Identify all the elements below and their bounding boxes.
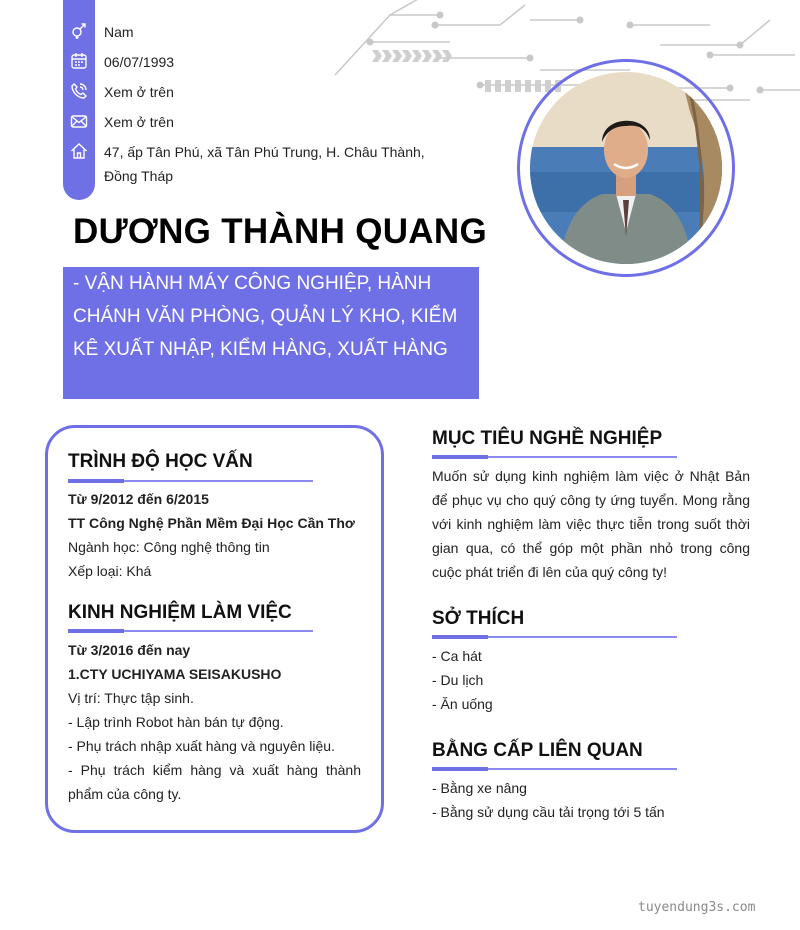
hobbies-heading: SỞ THÍCH [432,608,525,629]
hobbies-underline [432,636,677,638]
experience-position: Vị trí: Thực tập sinh. [68,690,194,706]
experience-heading: KINH NGHIỆM LÀM VIỆC [68,602,292,623]
gender-icon [68,20,90,42]
education-underline [68,480,313,482]
contact-phone [68,80,454,104]
contact-birthday [68,50,454,74]
education-grade: Xếp loại: Khá [68,563,152,579]
objective-underline [432,456,677,458]
calendar-icon [68,50,90,72]
home-icon [68,140,90,162]
watermark: tuyendung3s.com [638,900,756,915]
gender-text: Nam [104,24,134,40]
contact-email [68,110,454,134]
certificates-heading: BẰNG CẤP LIÊN QUAN [432,740,643,761]
experience-duty: - Lập trình Robot hàn bán tự động. [68,714,284,730]
phone-text: Xem ở trên [104,84,174,100]
certificate-item: - Bằng sử dụng cầu tải trọng tới 5 tấn [432,804,665,820]
certificates-underline [432,768,677,770]
education-major: Ngành học: Công nghệ thông tin [68,539,270,555]
experience-duty: - Phụ trách nhập xuất hàng và nguyên liệu. [68,738,335,754]
education-period: Từ 9/2012 đến 6/2015 [68,491,209,507]
hobby-item: - Ca hát [432,648,482,664]
education-school: TT Công Nghệ Phần Mềm Đại Học Cần Thơ [68,515,355,531]
job-title-box [63,267,479,399]
experience-company: 1.CTY UCHIYAMA SEISAKUSHO [68,666,282,682]
objective-heading: MỤC TIÊU NGHỀ NGHIỆP [432,428,663,449]
hobby-item: - Du lịch [432,672,484,688]
contact-address [68,140,454,188]
profile-photo [530,72,722,264]
email-text: Xem ở trên [104,114,174,130]
candidate-name: DƯƠNG THÀNH QUANG [73,212,487,251]
experience-period: Từ 3/2016 đến nay [68,642,191,658]
certificate-item: - Bằng xe nâng [432,780,527,796]
job-title: - VẬN HÀNH MÁY CÔNG NGHIỆP, HÀNH CHÁNH VĂN PHÒNG, QUẢN LÝ KHO, KIỂM KÊ XUẤT NHẬP, KIỂM HÀNG, XUẤT HÀNG [73,273,458,360]
experience-underline [68,630,313,632]
education-heading: TRÌNH ĐỘ HỌC VẤN [68,451,253,472]
contact-gender [68,20,454,44]
birthday-text: 06/07/1993 [104,54,175,70]
experience-duty: - Phụ trách kiểm hàng và xuất hàng thành phẩm của công ty. [68,762,361,802]
mail-icon [68,110,90,132]
hobby-item: - Ăn uống [432,696,493,712]
objective-text: Muốn sử dụng kinh nghiệm làm việc ở Nhật Bản để phục vụ cho quý công ty ứng tuyển. Mong rằng với kinh nghiệm làm việc thực tiễn trong suốt thời gian qua, có thể góp một phần nhỏ trong công cuộc phát triển đi lên của quý công ty! [432,468,750,580]
phone-icon [68,80,90,102]
address-text: 47, ấp Tân Phú, xã Tân Phú Trung, H. Châu Thành, Đồng Tháp [104,144,425,184]
